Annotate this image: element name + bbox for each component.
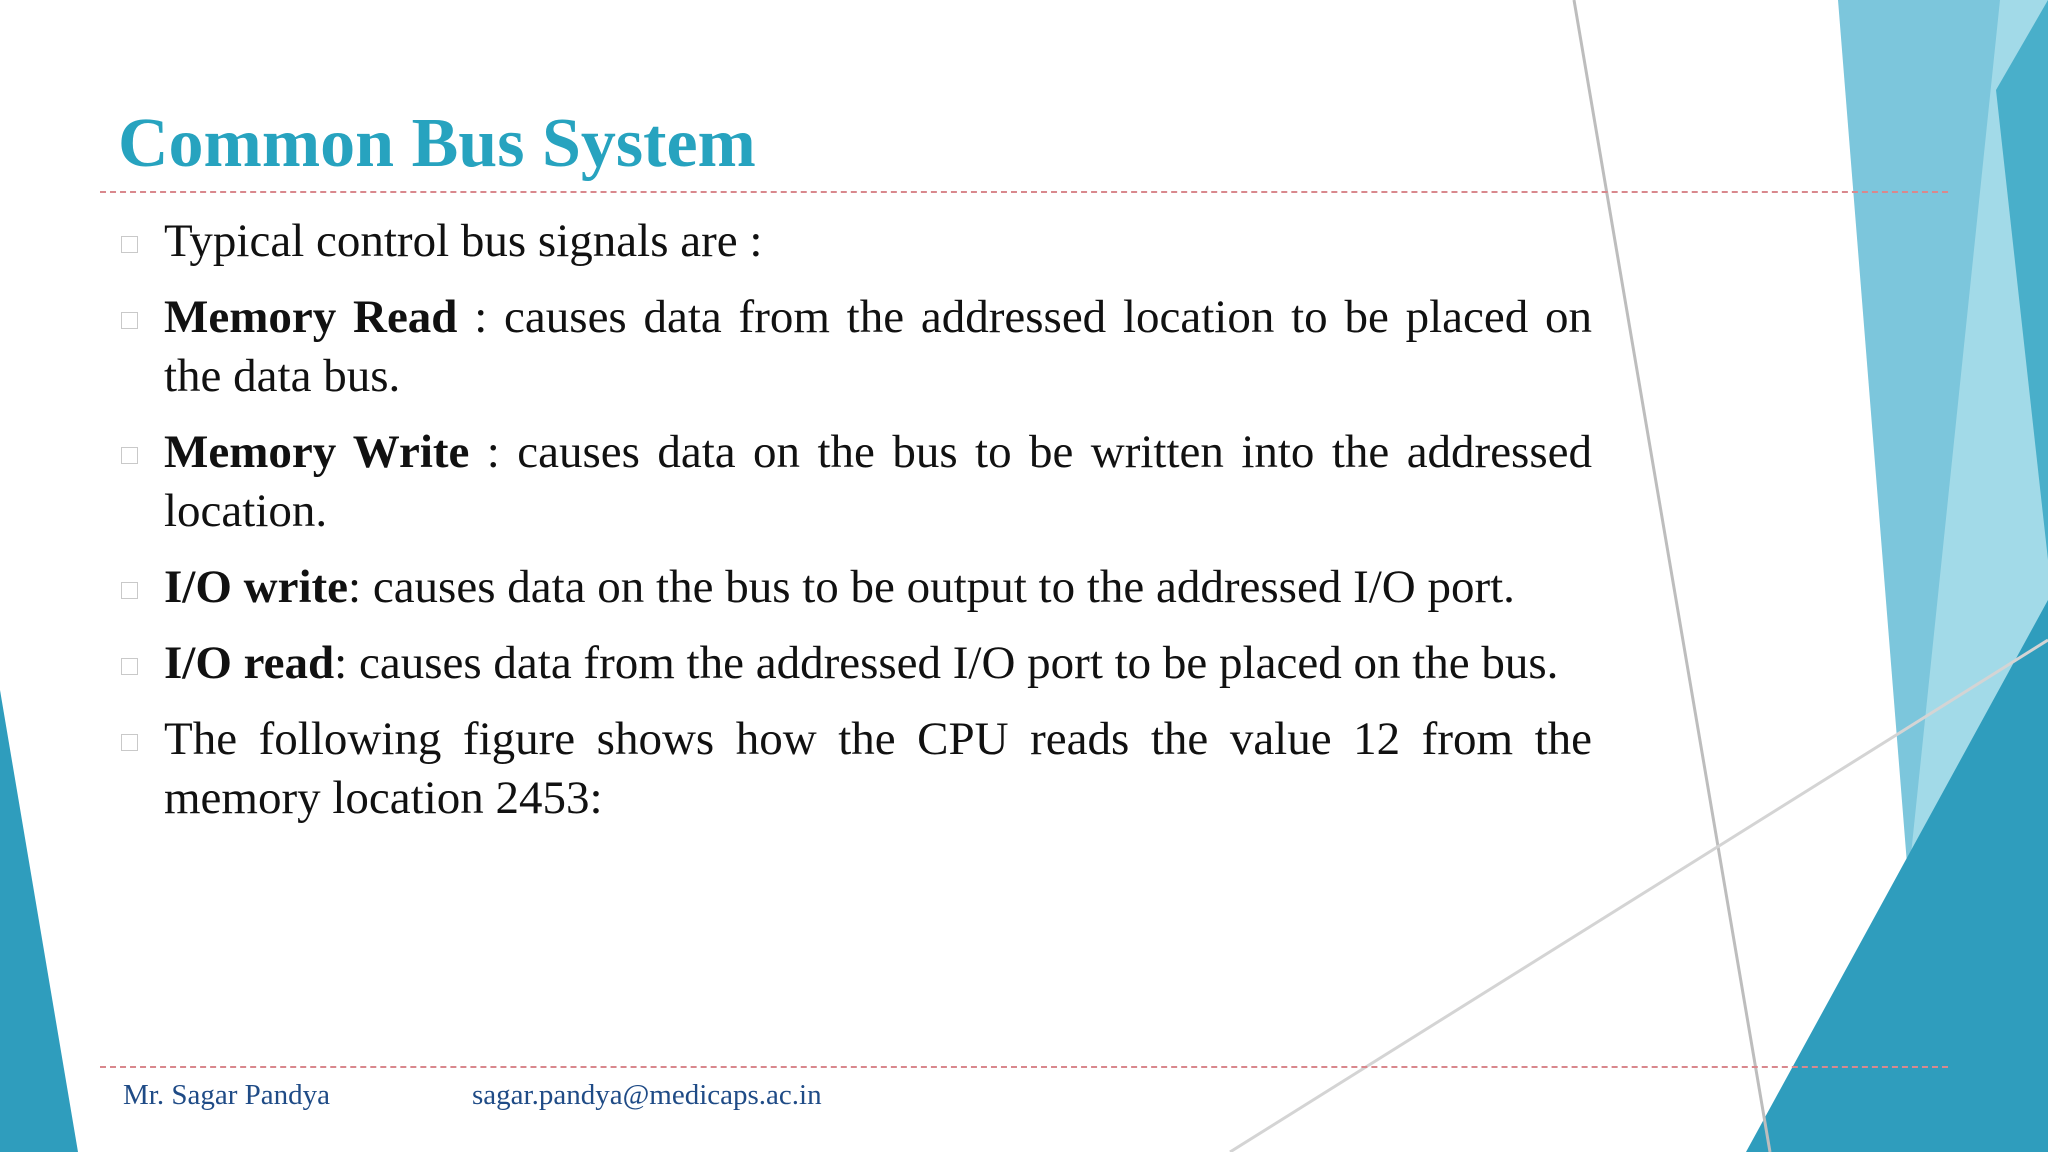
footer-divider	[100, 1066, 1948, 1068]
diagonal-line-steep	[1574, 0, 1770, 1152]
bullet-item	[118, 423, 1592, 541]
title-divider	[100, 191, 1948, 193]
bullet-square-icon	[121, 582, 138, 599]
bullet-square-icon	[121, 734, 138, 751]
footer-email: sagar.pandya@medicaps.ac.in	[472, 1079, 822, 1111]
bullet-text: : causes data from the addressed I/O port to be placed on the bus.	[334, 637, 1559, 689]
bullet-square-icon	[121, 658, 138, 675]
bullet-item	[118, 634, 1592, 693]
bullet-text: : causes data on the bus to be output to the addressed I/O port.	[348, 561, 1515, 613]
bullet-item	[118, 558, 1592, 617]
bullet-square-icon	[121, 447, 138, 464]
bullet-item	[118, 212, 1592, 271]
bullet-text: : causes data from the addressed location to be placed on the data bus.	[164, 291, 1592, 402]
bullet-term: Memory Read	[164, 291, 458, 343]
bullet-text: The following figure shows how the CPU reads the value 12 from the memory location 2453:	[164, 713, 1592, 824]
bullet-term: I/O read	[164, 637, 335, 689]
slide-title: Common Bus System	[118, 105, 756, 182]
left-accent-shape	[0, 690, 78, 1152]
bullet-square-icon	[121, 312, 138, 329]
bullet-text: : causes data on the bus to be written into the addressed location.	[164, 426, 1593, 537]
bullet-list	[118, 212, 1592, 845]
bullet-term: Memory Write	[164, 426, 470, 478]
bullet-square-icon	[121, 236, 138, 253]
bullet-text: Typical control bus signals are :	[164, 215, 763, 267]
bullet-term: I/O write	[164, 561, 349, 613]
bullet-item	[118, 288, 1592, 406]
footer-author: Mr. Sagar Pandya	[123, 1079, 330, 1111]
bullet-item	[118, 710, 1592, 828]
